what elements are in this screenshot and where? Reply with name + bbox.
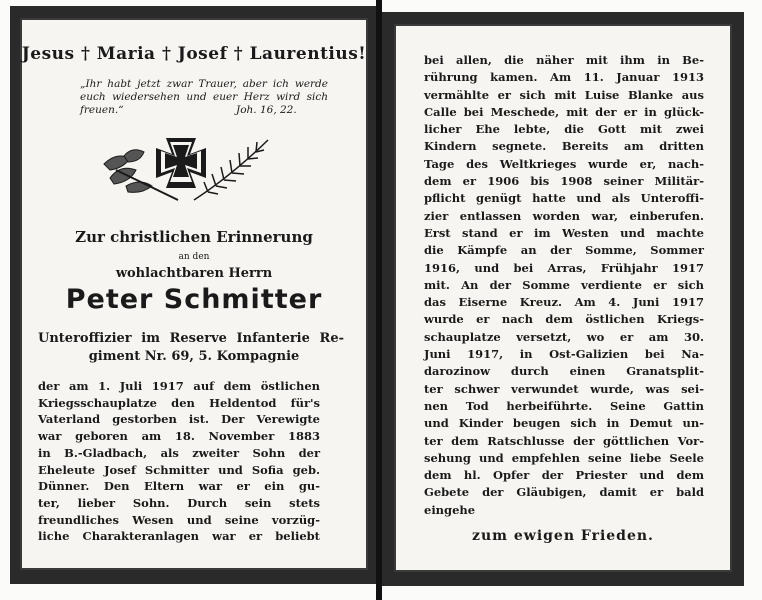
left-body-line: in B.-Gladbach, als zweiter Sohn der — [38, 445, 320, 460]
bible-quote: „Ihr habt jetzt zwar Trauer, aber ich werde euch wiedersehen und euer Herz wird sich freuen.“ — [80, 78, 328, 116]
left-body-line: freundliches Wesen und seine vorzüg- — [38, 512, 320, 527]
right-body-line: nen Tod herbeiführte. Seine Gattin — [424, 398, 704, 413]
closing-line: zum ewigen Frieden. — [472, 528, 654, 544]
left-body-line: liche Charakteranlagen war er beliebt — [38, 529, 320, 544]
right-body-line: und Kinder beugen sich in Demut un- — [424, 416, 704, 431]
right-body-line: ter dem Ratschlusse der göttlichen Vor- — [424, 433, 704, 448]
right-body-line: das Eiserne Kreuz. Am 4. Juni 1917 — [424, 295, 704, 310]
saints-heading: Jesus † Maria † Josef † Laurentius! — [21, 44, 367, 64]
right-body-line: Juni 1917, in Ost-Galizien bei Na- — [424, 347, 704, 362]
right-body-line: Tage des Weltkrieges wurde er, nach- — [424, 156, 704, 171]
right-body-line: die Kämpfe an der Somme, Sommer — [424, 243, 704, 258]
left-body-line: war geboren am 18. November 1883 — [38, 429, 320, 444]
deceased-name: Peter Schmitter — [65, 284, 323, 315]
right-body-line: ter schwer verwundet wurde, was sei- — [424, 381, 704, 396]
left-body-text — [38, 378, 320, 545]
left-body-line: Kriegsschauplatze den Heldentod für's — [38, 395, 320, 410]
right-body-line: mit. An der Somme verdiente er sich — [424, 277, 704, 292]
right-body-line: Erst stand er im Westen und machte — [424, 225, 704, 240]
left-body-line: Eheleute Josef Schmitter und Sofia geb. — [38, 462, 320, 477]
honorific: wohlachtbaren Herrn — [115, 266, 273, 281]
memory-heading: Zur christlichen Erinnerung — [75, 228, 313, 246]
left-body-line: der am 1. Juli 1917 auf dem östlichen — [38, 379, 320, 393]
right-body-line: sehung und empfehlen seine liebe Seele — [424, 450, 704, 465]
right-body-line: Calle bei Meschede, mit der er in glück- — [424, 104, 704, 119]
right-body-line: pflicht genügt hatte und als Unteroffi- — [424, 191, 704, 206]
right-body-line: dem hl. Opfer der Priester und dem — [424, 468, 704, 483]
right-body-text — [424, 52, 704, 519]
right-body-line: rührung kamen. Am 11. Januar 1913 — [424, 70, 704, 85]
right-body-line: vermählte er sich mit Luise Blanke aus — [424, 87, 704, 102]
right-body-line: licher Ehe lebte, die Gott mit zwei — [424, 122, 704, 137]
left-body-line: Dünner. Den Eltern war er ein gu- — [38, 479, 320, 494]
left-body-line: Vaterland gestorben ist. Der Verewigte — [38, 412, 320, 427]
rank-line-1: Unteroffizier im Reserve Infanterie Re- — [38, 331, 344, 346]
right-body-line: schauplatze versetzt, wo er am 30. — [424, 329, 704, 344]
right-body-line: 1916, und bei Arras, Frühjahr 1917 — [424, 260, 704, 275]
iron-cross-icon — [96, 134, 276, 210]
right-body-line: wurde er nach dem östlichen Kriegs- — [424, 312, 704, 327]
quote-reference: Joh. 16, 22. — [236, 104, 297, 116]
left-body-line: ter, lieber Sohn. Durch sein stets — [38, 495, 320, 510]
right-body-line: darozinow durch einen Granatsplit- — [424, 364, 704, 379]
right-body-line: zier entlassen worden war, einberufen. — [424, 208, 704, 223]
an-den-text: an den — [178, 252, 210, 262]
rank-line-2: giment Nr. 69, 5. Kompagnie — [88, 349, 300, 364]
right-body-line: Kindern segnete. Bereits am dritten — [424, 139, 704, 154]
right-body-line: bei allen, die näher mit ihm in Be- — [424, 53, 704, 67]
card-fold — [376, 0, 382, 600]
right-body-line: eingehe — [424, 502, 476, 517]
right-body-line: dem er 1906 bis 1908 seiner Militär- — [424, 174, 704, 189]
right-body-line: Gebete der Gläubigen, damit er bald — [424, 485, 704, 500]
